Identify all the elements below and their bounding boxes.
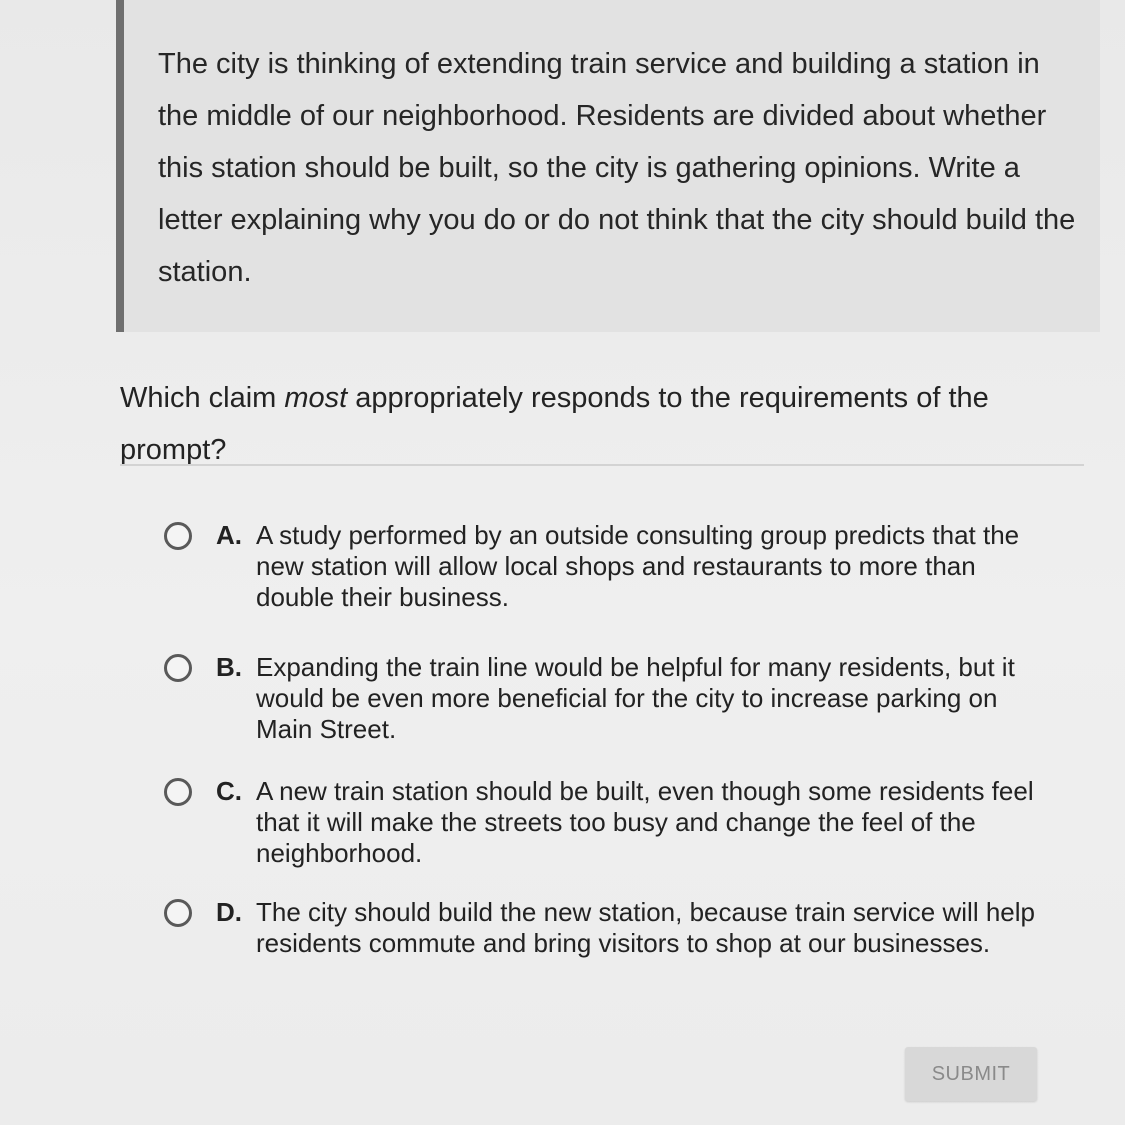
option-letter: A. [216,520,242,550]
option-text: The city should build the new station, because train service will help residents commute and bring visitors to shop at our businesses. [256,897,1035,958]
option-text: A new train station should be built, even though some residents feel that it will make the streets too busy and change the feel of the neighborhood. [256,776,1034,868]
option-letter: D. [216,897,242,927]
answer-option-d[interactable] [164,897,1084,959]
question-text-start: Which claim [120,382,285,414]
radio-button-a[interactable] [164,522,192,550]
option-text: Expanding the train line would be helpful for many residents, but it would be even more beneficial for the city to increase parking on Main Street. [256,652,1015,744]
prompt-passage [116,0,1100,332]
answer-option-c[interactable] [164,776,1084,869]
option-letter: B. [216,652,242,682]
prompt-text: The city is thinking of extending train service and building a station in the middle of our neighborhood. Residents are divided about whether this station should be built, so the city is gathering opinions. Write a letter explaining why you do or do not think that the city should build the station. [158,48,1076,288]
submit-button[interactable]: SUBMIT [905,1047,1037,1101]
radio-button-b[interactable] [164,654,192,682]
radio-button-d[interactable] [164,899,192,927]
question-emphasis: most [284,382,348,414]
option-letter: C. [216,776,242,806]
question-text-end: appropriately responds to the requirements of the prompt? [120,382,989,466]
divider [120,464,1084,466]
question-text [120,372,1100,476]
answer-option-b[interactable] [164,652,1084,745]
option-text: A study performed by an outside consulting group predicts that the new station will allow local shops and restaurants to more than double their business. [256,520,1020,612]
radio-button-c[interactable] [164,778,192,806]
answer-option-a[interactable] [164,520,1084,613]
